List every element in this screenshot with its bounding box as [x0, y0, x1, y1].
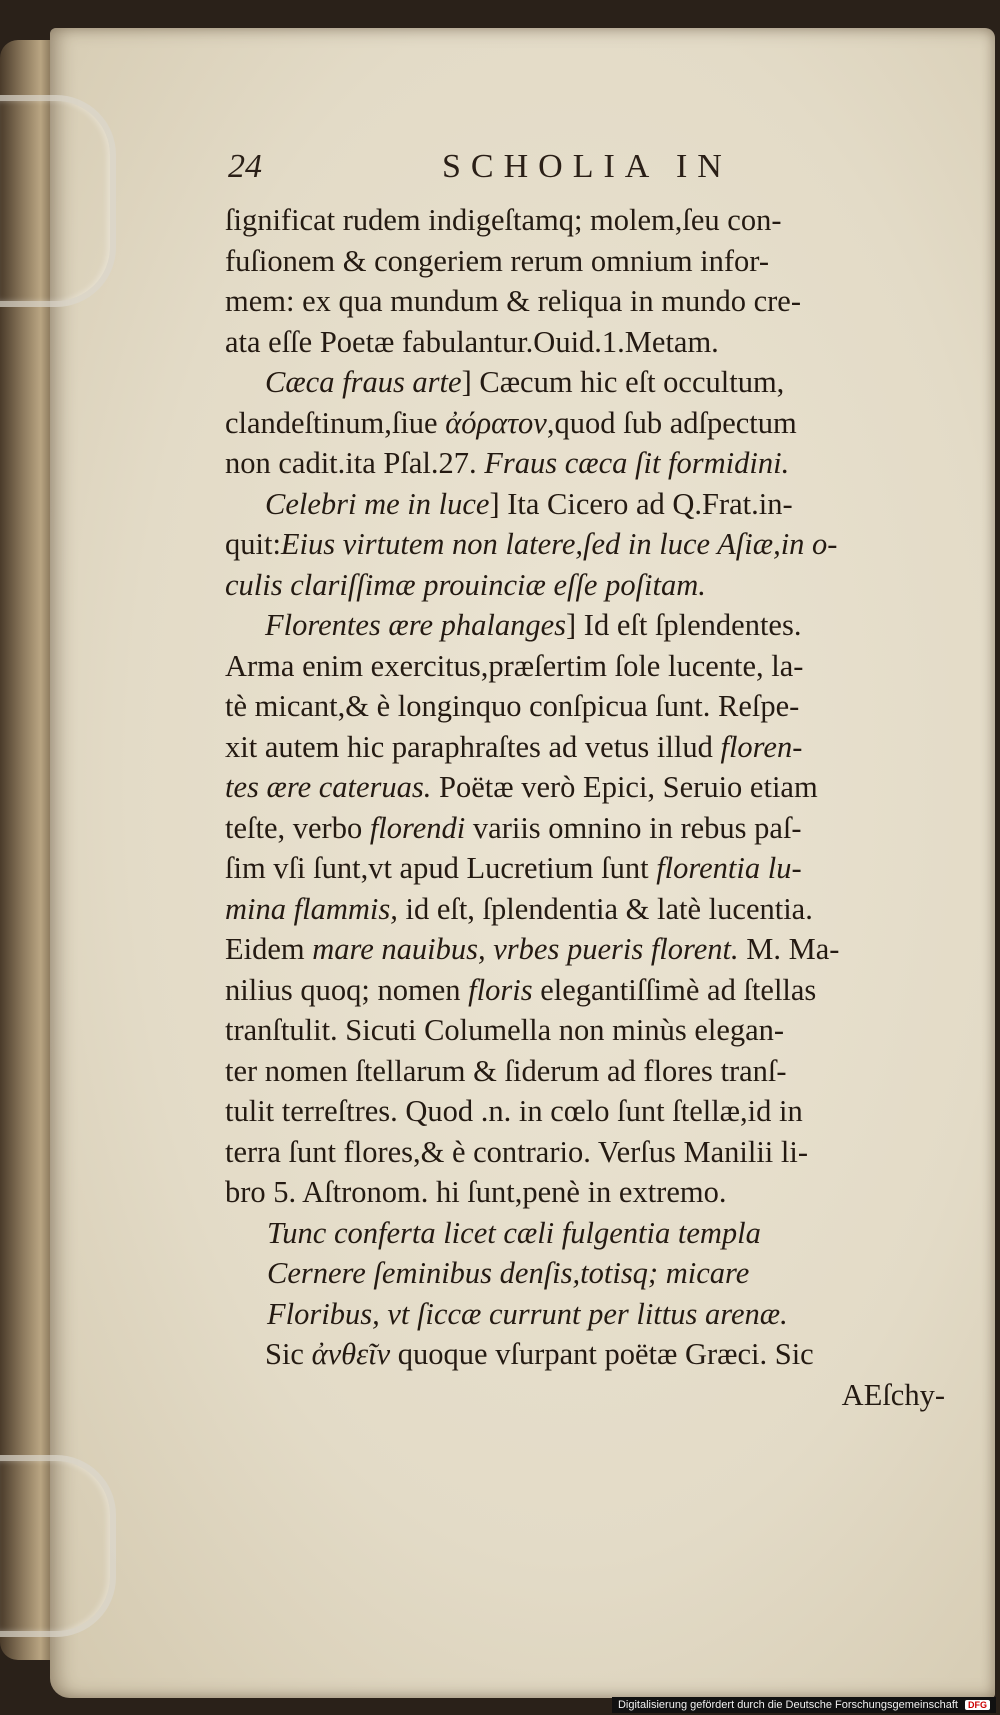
text-line	[225, 524, 985, 565]
text-run: ſignificat rudem indigeſtamq; molem,ſeu con-	[225, 203, 782, 237]
text-run: quoque vſurpant poëtæ Græci. Sic	[390, 1337, 814, 1371]
text-run: elegantiſſimè ad ſtellas	[532, 972, 817, 1007]
italic-text: Cæca fraus arte	[265, 365, 462, 399]
text-run: ata eſſe Poetæ fabulantur.Ouid.1.Metam.	[225, 324, 719, 359]
page-header	[228, 148, 828, 188]
footer-text: Digitalisierung gefördert durch die Deutsche Forschungsgemeinschaft	[617, 1699, 958, 1711]
body-text	[225, 200, 985, 1415]
text-line	[225, 1091, 985, 1132]
text-run: M. Ma-	[738, 932, 840, 966]
italic-text: florendi	[369, 810, 466, 845]
italic-text: Cernere ſeminibus denſis,totisq; micare	[267, 1256, 750, 1290]
text-line	[225, 1010, 985, 1051]
italic-text: Celebri me in luce	[265, 486, 490, 521]
text-line	[225, 727, 985, 768]
italic-text: mina flammis,	[225, 891, 398, 926]
text-run: mem: ex qua mundum & reliqua in mundo cre-	[225, 284, 801, 318]
text-line	[225, 970, 985, 1011]
text-line	[225, 362, 985, 403]
clasp-bottom	[0, 1455, 116, 1637]
text-run: ,quod ſub adſpectum	[546, 405, 797, 440]
clasp-top	[0, 95, 116, 307]
text-run: variis omnino in rebus paſ-	[465, 810, 802, 845]
text-line	[225, 443, 985, 484]
text-line	[225, 403, 985, 444]
text-line	[225, 686, 985, 727]
text-run: Arma enim exercitus,præſertim ſole lucente, la-	[225, 648, 804, 683]
text-line	[225, 605, 985, 646]
text-line	[225, 1172, 985, 1213]
text-line	[225, 1253, 985, 1294]
text-line	[225, 484, 985, 525]
text-line	[225, 565, 985, 606]
text-run: teſte, verbo	[225, 810, 370, 845]
text-line	[225, 241, 985, 282]
italic-text: ἀόρατον	[445, 405, 547, 440]
dfg-logo-icon: DFG	[965, 1700, 990, 1710]
italic-text: Tunc conferta licet cæli fulgentia templa	[267, 1215, 761, 1250]
text-run: non cadit.ita Pſal.27.	[225, 446, 485, 480]
text-line	[225, 322, 985, 363]
text-run: Poëtæ verò Epici, Seruio etiam	[431, 770, 818, 804]
text-run: ] Cæcum hic eſt occultum,	[461, 365, 785, 399]
text-run: tranſtulit. Sicuti Columella non minùs elegan-	[225, 1013, 785, 1047]
italic-text: ἀνθεῖν	[311, 1337, 391, 1371]
text-run: ter nomen ſtellarum & ſiderum ad flores tranſ-	[225, 1053, 787, 1088]
italic-text: mare nauibus, vrbes pueris florent.	[312, 932, 739, 966]
text-run: ] Id eſt ſplendentes.	[566, 608, 802, 642]
text-line	[225, 848, 985, 889]
text-run: xit autem hic paraphraſtes ad vetus illud	[225, 729, 721, 764]
text-run: bro 5. Aſtronom. hi ſunt,penè in extremo.	[225, 1175, 727, 1209]
text-line	[225, 1294, 985, 1335]
text-line	[225, 767, 985, 808]
text-run: tè micant,& è longinquo conſpicua ſunt. Reſpe-	[225, 689, 800, 723]
text-run: quit:	[225, 527, 281, 561]
italic-text: floris	[468, 972, 533, 1007]
text-line	[225, 808, 985, 849]
text-run: tulit terreſtres. Quod .n. in cœlo ſunt ſtellæ,id in	[225, 1094, 803, 1128]
text-line	[225, 1213, 985, 1254]
text-line	[225, 200, 985, 241]
italic-text: Eius virtutem non latere,ſed in luce Aſiæ,in o-	[280, 527, 838, 561]
text-run: Eidem	[225, 932, 313, 966]
text-line	[225, 281, 985, 322]
text-run: clandeſtinum,ſiue	[225, 405, 446, 440]
text-run: ſim vſi ſunt,vt apud Lucretium ſunt	[225, 851, 657, 885]
text-run: AEſchy-	[841, 1377, 945, 1412]
text-line	[225, 889, 985, 930]
text-run: id eſt, ſplendentia & latè lucentia.	[397, 891, 813, 926]
italic-text: florentia lu-	[656, 851, 802, 885]
text-run: ] Ita Cicero ad Q.Frat.in-	[489, 486, 793, 521]
text-run: terra ſunt flores,& è contrario. Verſus Manilii li-	[225, 1134, 809, 1169]
text-line	[225, 1132, 985, 1173]
page-number: 24	[228, 148, 262, 185]
italic-text: Florentes ære phalanges	[265, 608, 567, 642]
italic-text: Fraus cæca ſit formidini.	[484, 446, 790, 480]
italic-text: culis clariſſimæ prouinciæ eſſe poſitam.	[225, 567, 706, 602]
italic-text: Floribus, vt ſiccæ currunt per littus arenæ.	[267, 1296, 788, 1331]
text-run: nilius quoq; nomen	[225, 972, 469, 1007]
footer-credit	[612, 1697, 996, 1713]
italic-text: floren-	[720, 729, 803, 764]
text-line	[225, 929, 985, 970]
text-line	[225, 1375, 985, 1416]
running-head: SCHOLIA IN	[442, 148, 732, 185]
text-run: fuſionem & congeriem rerum omnium infor-	[225, 243, 770, 278]
text-line	[225, 1051, 985, 1092]
text-run: Sic	[265, 1337, 312, 1371]
text-line	[225, 646, 985, 687]
text-line	[225, 1334, 985, 1375]
italic-text: tes ære cateruas.	[225, 770, 432, 804]
